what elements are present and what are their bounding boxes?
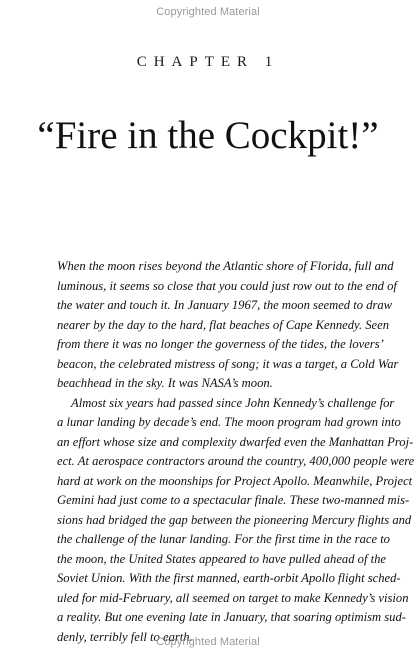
text-line: uled for mid-February, all seemed on target to make Kennedy’s vision	[57, 590, 409, 605]
text-line: Gemini had just come to a spectacular finale. These two-manned mis-	[57, 493, 410, 507]
copyright-watermark-bottom: Copyrighted Material	[156, 636, 260, 648]
text-line: When the moon rises beyond the Atlantic shore of Florida, full and	[57, 259, 394, 273]
paragraph	[57, 394, 415, 648]
text-line: an effort whose size and complexity dwarfed even the Manhattan Proj-	[57, 434, 414, 449]
text-line: beachhead in the sky. It was NASA’s moon.	[57, 376, 273, 390]
text-line: a lunar landing by decade’s end. The moon program had grown into	[57, 415, 401, 429]
text-line: hard at work on the moonships for Project Apollo. Meanwhile, Project	[57, 473, 413, 488]
chapter-title: “Fire in the Cockpit!”	[37, 114, 379, 157]
text-line: from there it was no longer the governess of the tides, the lovers’	[57, 337, 384, 351]
copyright-watermark-top: Copyrighted Material	[156, 6, 260, 18]
text-line: sions had bridged the gap between the pioneering Mercury flights and	[57, 512, 412, 527]
text-line: ect. At aerospace contractors around the country, 400,000 people were	[57, 454, 415, 468]
text-line: luminous, it seems so close that you could just row out to the end of	[57, 278, 397, 293]
text-line: nearer by the day to the hard, flat beaches of Cape Kennedy. Seen	[57, 317, 390, 332]
text-line: denly, terribly fell to earth.	[57, 629, 193, 644]
text-line: the moon, the United States appeared to have pulled ahead of the	[57, 551, 386, 566]
text-line: Soviet Union. With the first manned, earth-orbit Apollo flight sched-	[57, 571, 401, 585]
text-line: beacon, the celebrated mistress of song; it was a target, a Cold War	[57, 356, 399, 371]
paragraph	[57, 257, 399, 394]
text-line: a reality. But one evening late in January, that soaring optimism sud-	[57, 610, 406, 624]
text-line: the water and touch it. In January 1967, the moon seemed to draw	[57, 298, 393, 312]
body-text	[57, 257, 415, 647]
chapter-label: CHAPTER 1	[136, 54, 280, 70]
text-line: Almost six years had passed since John Kennedy’s challenge for	[71, 395, 395, 410]
text-line: the challenge of the lunar landing. For the first time in the race to	[57, 532, 390, 546]
